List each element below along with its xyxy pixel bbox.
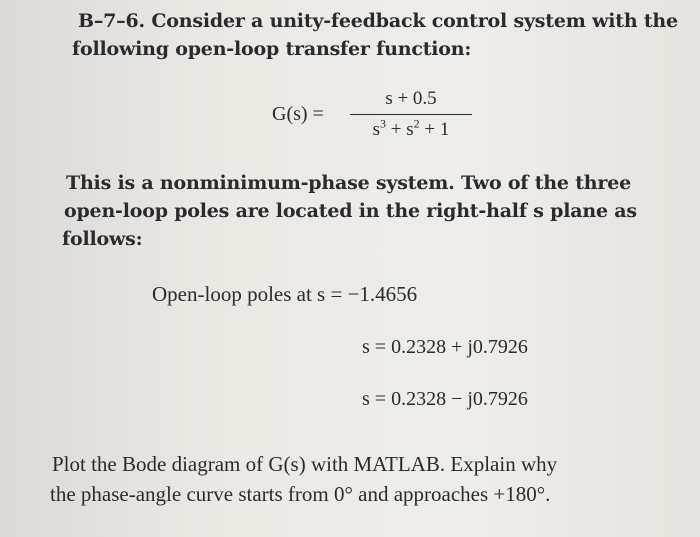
poles-intro: Open-loop poles at s = −1.4656 xyxy=(152,282,418,306)
denominator: $s^3 + s^2 + 1$ xyxy=(372,116,450,140)
pole-3: s = 0.2328 − j0.7926 xyxy=(362,388,528,410)
numerator: s + 0.5 xyxy=(385,88,437,109)
transfer-function-fraction xyxy=(350,88,472,141)
paragraph-line-2: open-loop poles are located in the right-half s plane as xyxy=(64,200,637,222)
problem-intro-1: Consider a unity-feedback control system with the xyxy=(144,10,678,32)
question-line-2: the phase-angle curve starts from 0° and approaches +180°. xyxy=(50,482,551,506)
problem-label: B–7–6. xyxy=(78,10,145,32)
paragraph-line-1: This is a nonminimum-phase system. Two of the three xyxy=(66,172,631,194)
question-line-1: Plot the Bode diagram of G(s) with MATLAB. Explain why xyxy=(52,452,558,476)
problem-intro-2: following open-loop transfer function: xyxy=(72,38,472,60)
fraction-bar xyxy=(350,114,472,115)
pole-2: s = 0.2328 + j0.7926 xyxy=(362,336,528,358)
problem-header xyxy=(78,10,678,32)
paragraph-line-3: follows: xyxy=(62,228,143,250)
transfer-function-lhs: G(s) = xyxy=(272,103,324,125)
